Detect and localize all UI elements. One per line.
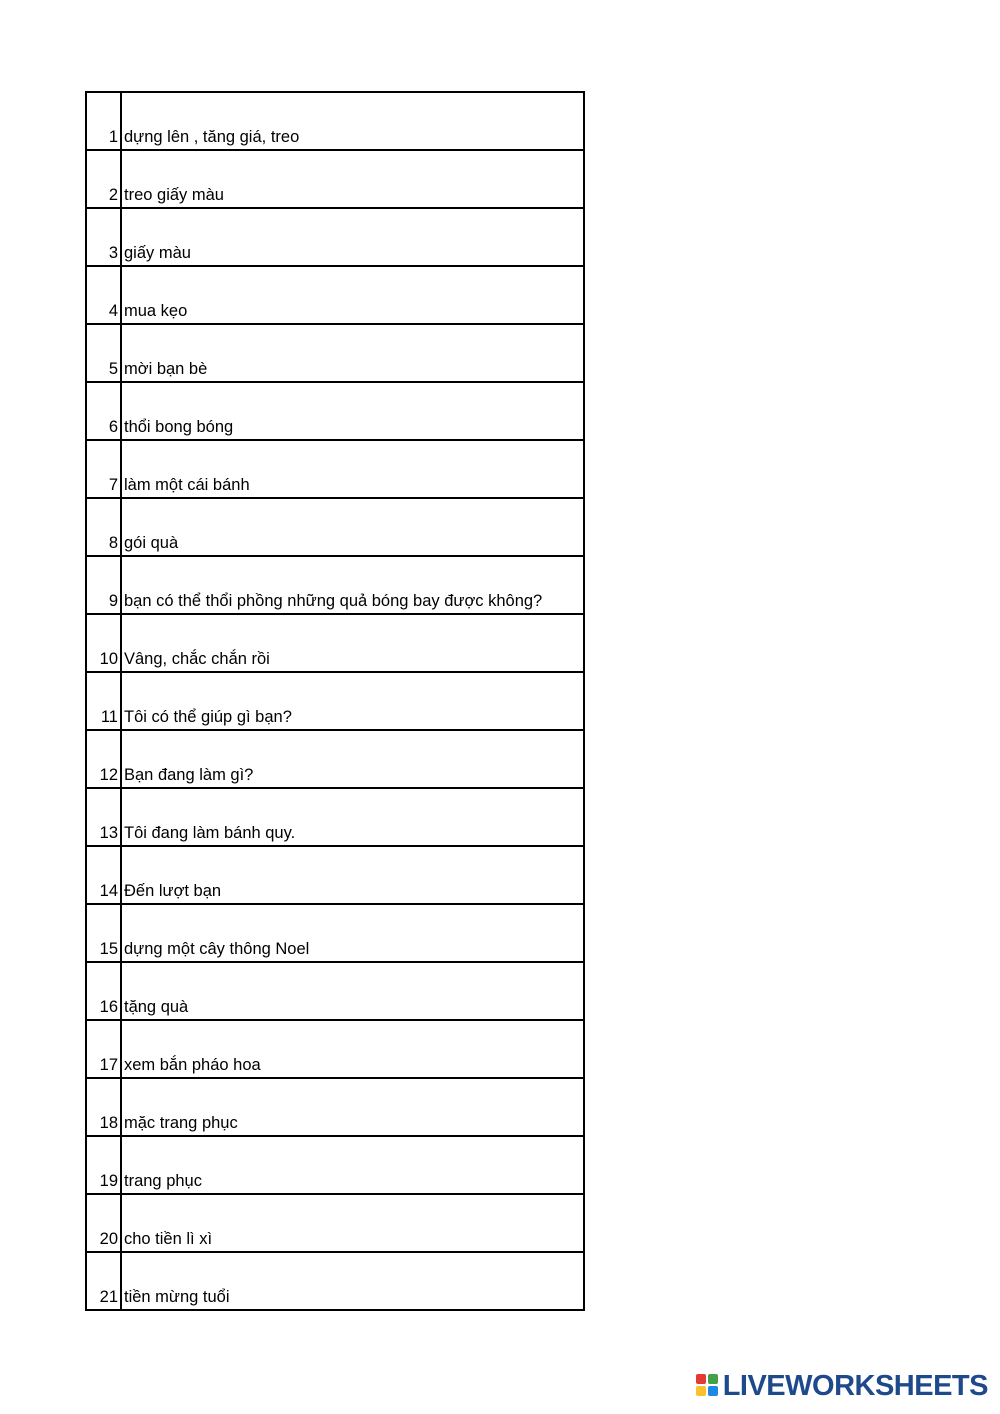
table-row [86,208,584,266]
table-row [86,730,584,788]
row-number: 2 [86,150,121,208]
table-row [86,1252,584,1310]
row-number: 16 [86,962,121,1020]
row-number: 7 [86,440,121,498]
row-text: bạn có thể thổi phồng những quả bóng bay được không? [121,556,584,614]
row-number: 1 [86,92,121,150]
row-number: 8 [86,498,121,556]
row-number: 10 [86,614,121,672]
row-text: Đến lượt bạn [121,846,584,904]
row-text: tặng quà [121,962,584,1020]
table-row [86,614,584,672]
vocabulary-table [85,91,585,1311]
row-text: Tôi đang làm bánh quy. [121,788,584,846]
row-text: xem bắn pháo hoa [121,1020,584,1078]
row-number: 4 [86,266,121,324]
row-text: gói quà [121,498,584,556]
table-row [86,382,584,440]
row-text: thổi bong bóng [121,382,584,440]
table-row [86,92,584,150]
table-row [86,1078,584,1136]
table-row [86,1136,584,1194]
row-number: 11 [86,672,121,730]
row-number: 20 [86,1194,121,1252]
row-text: mặc trang phục [121,1078,584,1136]
logo-tile [708,1386,718,1396]
table-row [86,324,584,382]
logo-tile [696,1374,706,1384]
row-text: tiền mừng tuổi [121,1252,584,1310]
table-row [86,672,584,730]
row-text: mời bạn bè [121,324,584,382]
row-number: 21 [86,1252,121,1310]
table-row [86,1194,584,1252]
row-number: 13 [86,788,121,846]
row-number: 14 [86,846,121,904]
table-row [86,1020,584,1078]
liveworksheets-logo [696,1371,988,1401]
table-body [86,92,584,1310]
row-text: dựng một cây thông Noel [121,904,584,962]
row-number: 17 [86,1020,121,1078]
row-text: cho tiền lì xì [121,1194,584,1252]
table-row [86,150,584,208]
row-text: làm một cái bánh [121,440,584,498]
row-text: dựng lên , tăng giá, treo [121,92,584,150]
table-row [86,266,584,324]
liveworksheets-logo-icon [696,1374,720,1398]
logo-tile [696,1386,706,1396]
row-number: 9 [86,556,121,614]
table-row [86,904,584,962]
row-text: Bạn đang làm gì? [121,730,584,788]
row-text: Vâng, chắc chắn rồi [121,614,584,672]
table-row [86,846,584,904]
row-text: giấy màu [121,208,584,266]
row-text: Tôi có thể giúp gì bạn? [121,672,584,730]
row-number: 12 [86,730,121,788]
row-text: treo giấy màu [121,150,584,208]
row-number: 3 [86,208,121,266]
table-row [86,498,584,556]
logo-text: LIVEWORKSHEETS [722,1370,988,1402]
row-number: 19 [86,1136,121,1194]
row-number: 18 [86,1078,121,1136]
row-number: 15 [86,904,121,962]
table-row [86,962,584,1020]
row-text: trang phục [121,1136,584,1194]
row-number: 6 [86,382,121,440]
row-text: mua kẹo [121,266,584,324]
logo-tile [708,1374,718,1384]
row-number: 5 [86,324,121,382]
table-row [86,788,584,846]
table-row [86,556,584,614]
table-row [86,440,584,498]
